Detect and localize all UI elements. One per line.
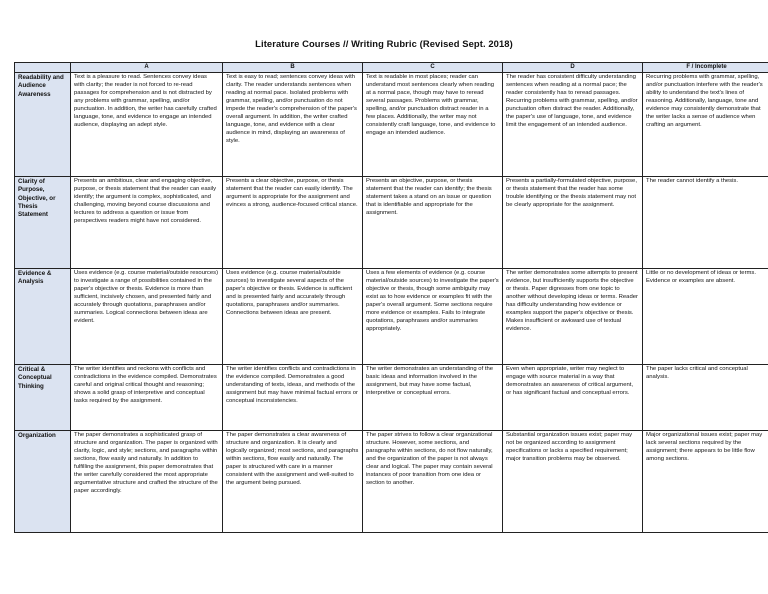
- grade-b-cell: Text is easy to read; sentences convey ideas with clarity. The reader understands sentences when reading at normal pace. Isolated problems with grammar, spelling, and/or punctuation do not impede the reader's comprehension of the paper's overall argument. In addition, the writer crafted language, tone, and evidence with a clear audience in mind, displaying an awareness of style.: [223, 73, 363, 177]
- grade-d-cell: Even when appropriate, writer may neglect to engage with source material in a way that demonstrates an awareness of critical argument, or has significant factual and conceptual errors.: [503, 365, 643, 431]
- table-row: [15, 177, 768, 269]
- page-title: Literature Courses // Writing Rubric (Revised Sept. 2018): [255, 38, 513, 49]
- grade-d-cell: The reader has consistent difficulty understanding sentences when reading at a normal pace; the reader consistently has to reread passages. Recurring problems with grammar, spelling, and/or punctuation often distract the reader. Additionally, the paper's use of language, tone, and evidence limit the engagement of an intended audience.: [503, 73, 643, 177]
- grade-d-cell: Substantial organization issues exist; paper may not be organized according to assignment specifications or lacks a specified requirement; major transition problems may be observed.: [503, 431, 643, 533]
- grade-d-cell: The writer demonstrates some attempts to present evidence, but insufficiently supports the objective or thesis. Paper digresses from one topic to another without developing ideas or terms. Reader has difficulty understanding how evidence or examples support the paper's objective or thesis. Makes insufficient or awkward use of textual evidence.: [503, 269, 643, 365]
- grade-b-cell: Uses evidence (e.g. course material/outside sources) to investigate several aspects of the paper's objective or thesis. Evidence is sufficient and is presented fairly and accurately through quotations, paraphrases and/or summaries. Connections between ideas are present.: [223, 269, 363, 365]
- criterion-label: Clarity of Purpose, Objective, or Thesis Statement: [15, 177, 71, 269]
- table-row: [15, 269, 768, 365]
- criterion-label: Readability and Audience Awareness: [15, 73, 71, 177]
- table-row: [15, 73, 768, 177]
- criterion-label: Critical & Conceptual Thinking: [15, 365, 71, 431]
- criterion-label: Organization: [15, 431, 71, 533]
- grade-f-cell: Little or no development of ideas or terms. Evidence or examples are absent.: [643, 269, 768, 365]
- grade-b-cell: The writer identifies conflicts and contradictions in the evidence compiled. Demonstrates a good understanding of texts, ideas, and methods of the assignment but may have minimal factual errors or conceptual inconsistencies.: [223, 365, 363, 431]
- grade-a-cell: The writer identifies and reckons with conflicts and contradictions in the evidence compiled. Demonstrates careful and original critical thought and reasoning; shows a solid grasp of interpretive and conceptual tasks required by the assignment.: [71, 365, 223, 431]
- grade-a-cell: The paper demonstrates a sophisticated grasp of structure and organization. The paper is organized with clarity, logic, and style; sections, and paragraphs within sections, flow easily and naturally. In addition to fulfilling the assignment, this paper demonstrates that the writer carefully considered the most appropriate argumentative structure and crafted the structure of the paper accordingly.: [71, 431, 223, 533]
- grade-f-cell: Major organizational issues exist; paper may lack several sections required by the assignment; there appears to be little flow among sections.: [643, 431, 768, 533]
- grade-a-cell: Text is a pleasure to read. Sentences convey ideas with clarity; the reader is not forced to re-read passages for comprehension and is not distracted by any problems with grammar, spelling, and/or punctuation. In addition, the writer has carefully crafted language, tone, and evidence to engage an intended audience, displaying an adept style.: [71, 73, 223, 177]
- grade-c-cell: Presents an objective, purpose, or thesis statement that the reader can identify; the thesis statement takes a stand on an issue or question that is identifiable and appropriate for the assignment.: [363, 177, 503, 269]
- header-row: [15, 63, 768, 73]
- table-row: [15, 431, 768, 533]
- header-cell-criterion: [15, 63, 71, 73]
- grade-f-cell: The paper lacks critical and conceptual analysis.: [643, 365, 768, 431]
- grade-c-cell: The paper strives to follow a clear organizational structure. However, some sections, and paragraphs within sections, do not flow naturally, and the organization of the paper is not always clear and logical. The paper may contain several instances of poor transition from one idea or section to another.: [363, 431, 503, 533]
- grade-b-cell: The paper demonstrates a clear awareness of structure and organization. It is clearly and logically organized; most sections, and paragraphs within sections, flow easily and naturally. The paper is structured with care in a manner consistent with the assignment and well-suited to the argument being pursued.: [223, 431, 363, 533]
- header-cell-c: C: [363, 63, 503, 73]
- header-cell-d: D: [503, 63, 643, 73]
- header-cell-f: F / Incomplete: [643, 63, 768, 73]
- grade-b-cell: Presents a clear objective, purpose, or thesis statement that the reader can easily identify. The argument is appropriate for the assignment and evinces a strong, audience-focused critical stance.: [223, 177, 363, 269]
- grade-c-cell: Text is readable in most places; reader can understand most sentences clearly when reading at a normal pace, though may have to reread several passages. Problems with grammar, spelling, and/or punctuation distract reader in a few places. Additionally, the writer may not consistently craft language, tone, and evidence to engage an intended audience.: [363, 73, 503, 177]
- table-row: [15, 365, 768, 431]
- grade-a-cell: Uses evidence (e.g. course material/outside resources) to investigate a range of possibilities contained in the paper's objective or thesis. Evidence is more than sufficient, incisively chosen, and presented fairly and accurately through quotations, paraphrases and/or summaries. Logical connections between ideas are evident.: [71, 269, 223, 365]
- grade-d-cell: Presents a partially-formulated objective, purpose, or thesis statement that the reader has some trouble identifying or the thesis statement may not be clearly appropriate for the assignment.: [503, 177, 643, 269]
- criterion-label: Evidence & Analysis: [15, 269, 71, 365]
- header-cell-a: A: [71, 63, 223, 73]
- grade-f-cell: Recurring problems with grammar, spelling, and/or punctuation interfere with the reader's ability to understand the text's lines of reasoning. Additionally, language, tone and evidence may consistently demonstrate that the writer lacks a sense of audience when crafting an argument.: [643, 73, 768, 177]
- header-cell-b: B: [223, 63, 363, 73]
- grade-c-cell: Uses a few elements of evidence (e.g. course material/outside sources) to investigate the paper's objective or thesis, though some ambiguity may exist as to how evidence or examples fit with the paper's overall argument. Some sections require more evidence or examples. Fails to integrate quotations, paraphrases and/or summaries appropriately.: [363, 269, 503, 365]
- grade-f-cell: The reader cannot identify a thesis.: [643, 177, 768, 269]
- grade-c-cell: The writer demonstrates an understanding of the basic ideas and information involved in the assignment, but may have some factual, interpretive or conceptual errors.: [363, 365, 503, 431]
- grade-a-cell: Presents an ambitious, clear and engaging objective, purpose, or thesis statement that the reader can easily identify; the argument is complex, sophisticated, and challenging, moving beyond course discussions and lectures to address a question or issue from perspectives readers might have not considered.: [71, 177, 223, 269]
- rubric-table: [14, 62, 768, 533]
